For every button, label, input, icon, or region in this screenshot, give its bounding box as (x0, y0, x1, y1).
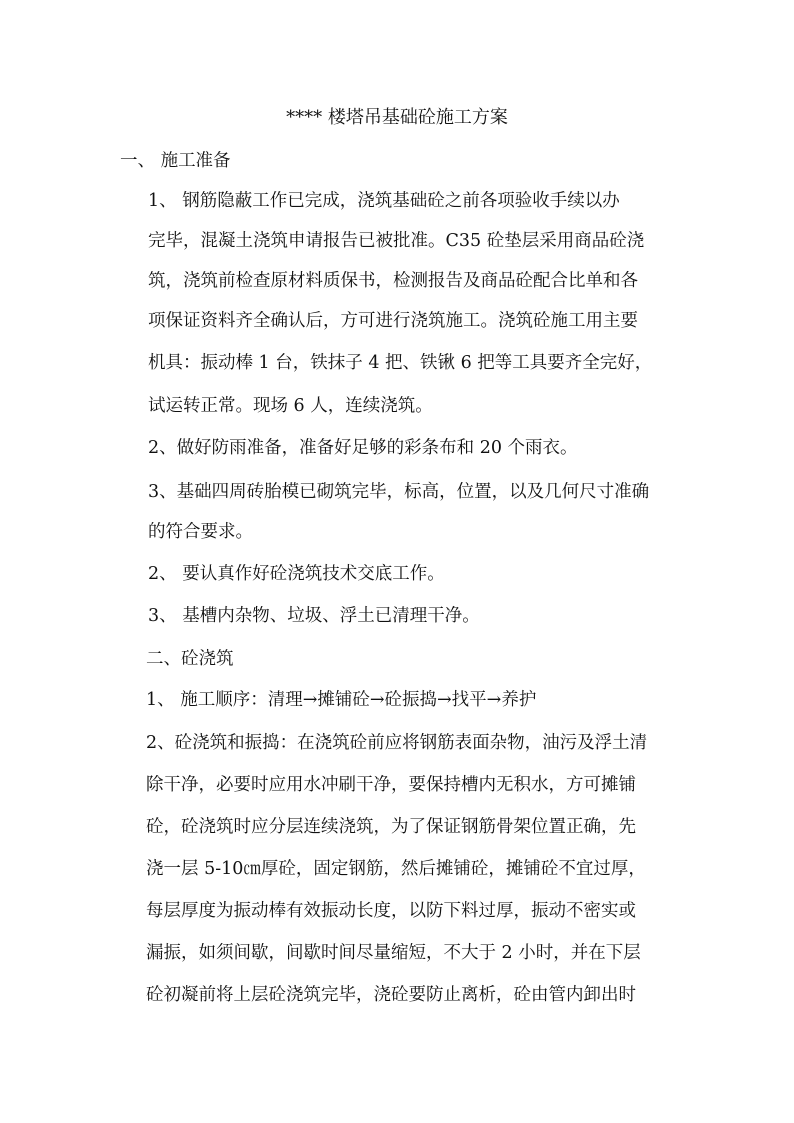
paragraph-line: 3、 基槽内杂物、垃圾、浮土已清理干净。 (148, 606, 480, 626)
section-heading-2: 二、砼浇筑 (146, 649, 234, 669)
paragraph-line: 项保证资料齐全确认后，方可进行浇筑施工。浇筑砼施工用主要 (148, 311, 638, 331)
paragraph-line: 试运转正常。现场 6 人，连续浇筑。 (148, 396, 433, 416)
paragraph-line: 每层厚度为振动棒有效振动长度，以防下料过厚，振动不密实或 (146, 901, 636, 921)
paragraph-line: 2、 要认真作好砼浇筑技术交底工作。 (148, 564, 445, 584)
paragraph-line: 1、 钢筋隐蔽工作已完成，浇筑基础砼之前各项验收手续以办 (148, 191, 620, 211)
paragraph-line: 2、做好防雨准备，准备好足够的彩条布和 20 个雨衣。 (148, 438, 578, 458)
paragraph-line: 筑，浇筑前检查原材料质保书，检测报告及商品砼配合比单和各 (148, 271, 638, 291)
paragraph-line: 除干净，必要时应用水冲刷干净，要保持槽内无积水，方可摊铺 (146, 775, 636, 795)
paragraph-line: 砼初凝前将上层砼浇筑完毕，浇砼要防止离析，砼由管内卸出时 (146, 985, 636, 1005)
paragraph-line: 机具：振动棒 1 台，铁抹子 4 把、铁锹 6 把等工具要齐全完好， (148, 353, 653, 373)
document-title: **** 楼塔吊基础砼施工方案 (286, 107, 508, 128)
paragraph-line: 漏振，如须间歇，间歇时间尽量缩短，不大于 2 小时，并在下层 (146, 943, 641, 963)
paragraph-line: 2、砼浇筑和振捣：在浇筑砼前应将钢筋表面杂物，油污及浮土清 (146, 733, 648, 753)
paragraph-line: 砼，砼浇筑时应分层连续浇筑，为了保证钢筋骨架位置正确，先 (146, 817, 636, 837)
paragraph-line: 浇一层 5-10㎝厚砼，固定钢筋，然后摊铺砼，摊铺砼不宜过厚， (146, 859, 646, 879)
paragraph-line: 完毕，混凝土浇筑申请报告已被批准。C35 砼垫层采用商品砼浇 (148, 231, 645, 251)
paragraph-line: 3、基础四周砖胎模已砌筑完毕，标高，位置，以及几何尺寸准确 (148, 482, 650, 502)
paragraph-line: 1、 施工顺序：清理→摊铺砼→砼振捣→找平→养护 (146, 690, 537, 710)
section-heading-1: 一、 施工准备 (120, 151, 231, 171)
paragraph-line: 的符合要求。 (148, 522, 253, 542)
